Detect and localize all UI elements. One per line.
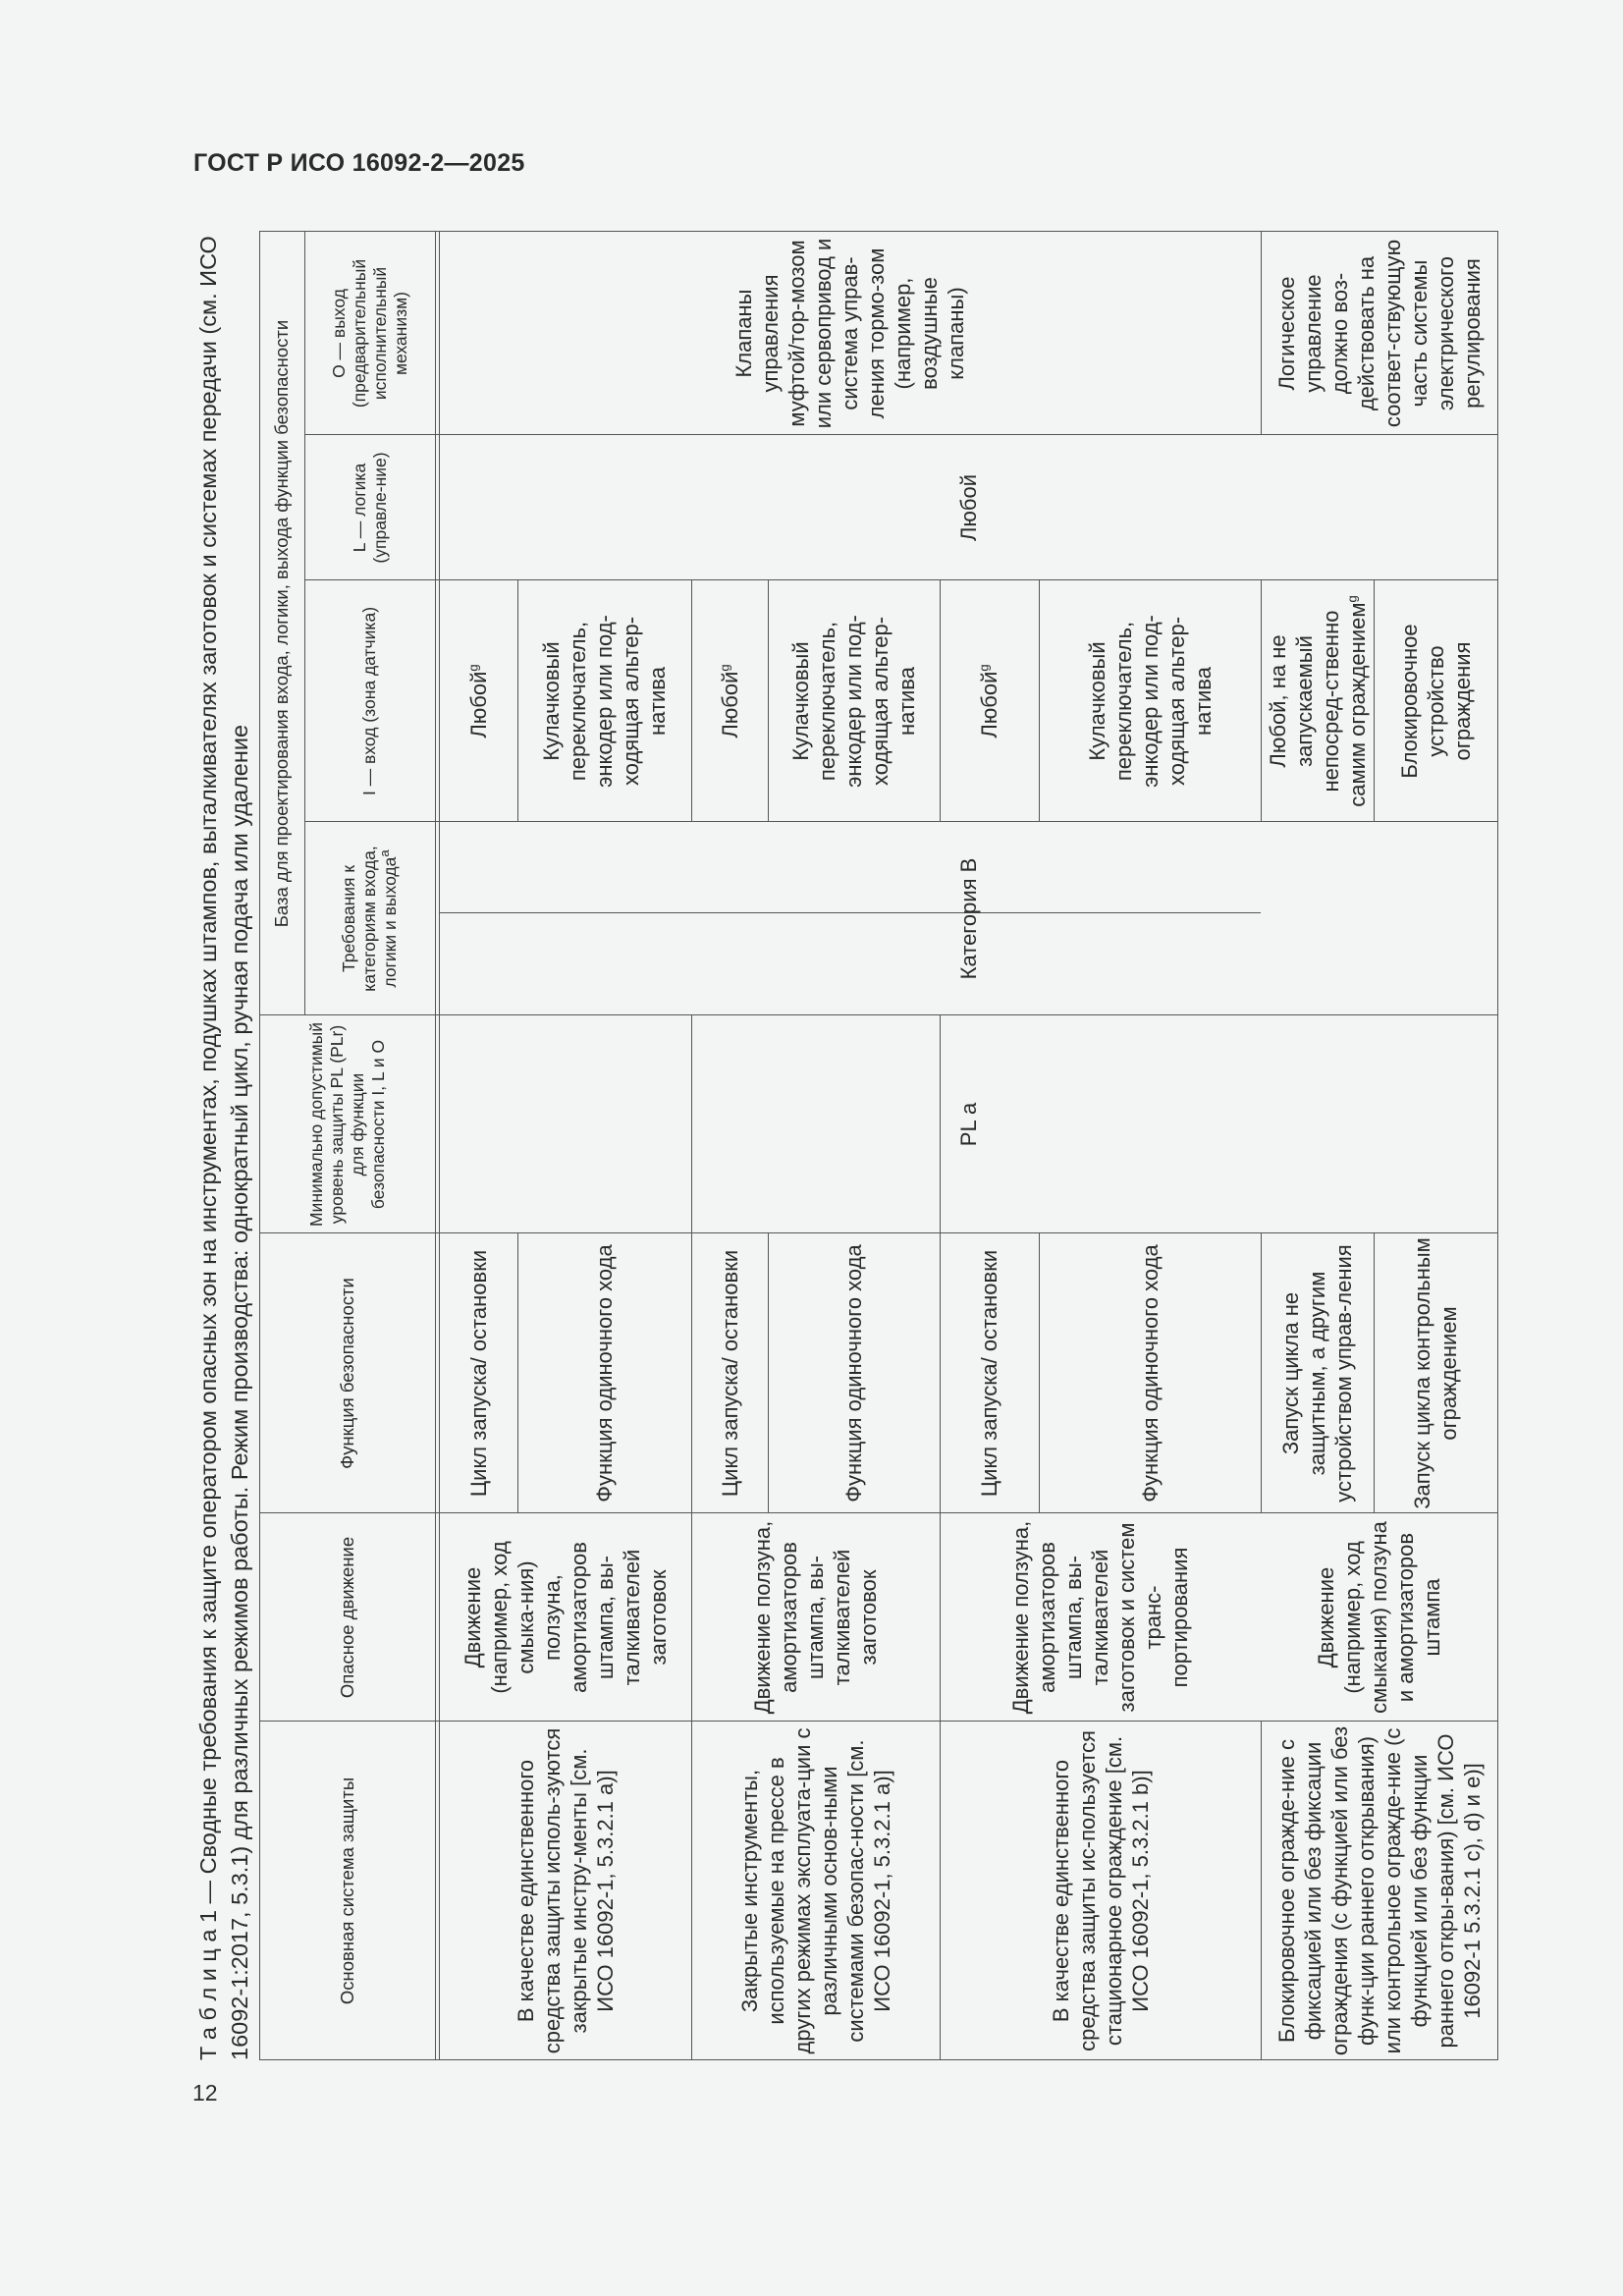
footnote-g: g [465,664,481,672]
row3-safety-function-cycle: Цикл запуска/ остановки [977,1249,1001,1498]
header-input-i: I — вход (зона датчика) [359,606,379,796]
table-border-bottom [1497,231,1498,2060]
row4-safety-function-guard: Запуск цикла контрольным ограждением [1410,1237,1461,1509]
row4-hazardous-motion: Движение (например, ход смыкания) ползуна и амортизаторов штампа [1314,1521,1444,1714]
header-logic-l: L — логика (управле-ние) [349,452,390,564]
header-hazardous-motion: Опасное движение [336,1536,357,1699]
header-category-requirements [304,822,435,1015]
footnote-a: a [377,849,393,857]
output-logic-control: Логическое управление должно воз-действовать на соответ-ствующую часть системы электрического регулирования [1273,239,1485,428]
document-code: ГОСТ Р ИСО 16092-2—2025 [193,149,525,177]
row3-safety-function-single: Функция одиночного хода [1137,1244,1163,1503]
row2-protection-system: Закрытые инструменты, используемые на прессе в других режимах эксплуата-ции с различными основ-ными системами безопас-ности [см. ИСО 16092-1, 5.3.2.1 a)] [736,1727,894,2054]
header-divider [435,231,436,2060]
row4-safety-function-start: Запуск цикла не защитным, а другим устройством управ-ления [1278,1244,1356,1503]
row1-hazardous-motion: Движение (например, ход смыка-ния) ползуна, амортизаторов штампа, вы-талкивателей заготовок [460,1541,671,1694]
footnote-g: g [1344,595,1360,603]
row4-input [1261,580,1374,822]
row1-input-cam: Кулачковый переключатель, энкодер или под-ходящая альтер-натива [539,615,670,788]
row3-input-cam: Кулачковый переключатель, энкодер или под-ходящая альтер-натива [1084,615,1216,788]
footnote-g: g [976,664,992,672]
header-design-basis: База для проектирования входа, логики, выхода функции безопасности [271,319,292,928]
logic-any: Любой [955,473,981,542]
row1-safety-function-cycle: Цикл запуска/ остановки [465,1249,491,1498]
page-number: 12 [192,2080,218,2105]
row1-protection-system: В качестве единственного средства защиты исполь-зуются закрытые инстру-менты [см. ИСО 16092-1, 5.3.2.1 a)] [513,1727,618,2054]
table-caption: Т а б л и ц а 1 — Сводные требования к защите оператором опасных зон на инструментах, подушках штампов, выталкивателях заготовок и системах передачи (см. ИСО 16092-1:2017, 5.3.1) для различных режимов работы. Режим производства: однократный цикл, ручная подача или удаление [195,236,252,2060]
row1-input-text: Любой [465,671,491,738]
header-output-o: O — выход (предварительный исполнительный механизм) [328,258,410,409]
row2-input-cam: Кулачковый переключатель, энкодер или под-ходящая альтер-натива [788,615,919,788]
min-pl-value: PL a [955,1102,981,1147]
row1-input [439,580,517,822]
row3-hazardous-motion: Движение ползуна, амортизаторов штампа, вы-талкивателей заготовок и систем транс-портирования [1008,1520,1192,1715]
row2-input [691,580,768,822]
row3-protection-system: В качестве единственного средства защиты ис-пользуется стационарное ограждение [см. ИСО 16092-1, 5.3.2.1 b)] [1048,1730,1153,2051]
row2-input-text: Любой [717,671,742,738]
row3-input [940,580,1039,822]
row3-input-text: Любой [977,671,1001,738]
footnote-g: g [717,664,732,672]
header-category-text: Требования к категориям входа, логики и выхода [339,846,400,992]
rotated-table-page [192,229,1498,2060]
row4-input-guard: Блокировочное устройство ограждения [1396,624,1475,779]
row1-safety-function-single: Функция одиночного хода [592,1244,617,1503]
header-safety-function: Функция безопасности [336,1278,357,1469]
row2-safety-function-single: Функция одиночного хода [841,1244,866,1503]
header-min-pl: Минимально допустимый уровень защиты PL (PLr) для функции безопасности I, L и O [305,1021,388,1228]
requirements-table [259,229,1498,2060]
output-valves: Клапаны управления муфтой/тор-мозом или сервопривод и система управ-ления тормо-зом (например, воздушные клапаны) [731,238,968,429]
category-requirement: Категория B [955,857,981,980]
row2-hazardous-motion: Движение ползуна, амортизаторов штампа, вы-талкивателей заготовок [750,1520,881,1715]
row2-safety-function-cycle: Цикл запуска/ остановки [717,1249,742,1498]
header-protection-system: Основная система защиты [336,1777,357,2005]
row4-input-text: Любой, на не запускаемый непосред-ственно самим ограждением [1265,602,1370,807]
row4-protection-system: Блокировочное огражде-ние с фиксацией или без фиксации ограждения (с функцией или без функ-ции раннего открывания) или контрольное огражде-ние (с функцией или без функции раннего откры-вания) [см. ИСО 16092-1 5.3.2.1 c), d) и e)] [1273,1725,1485,2056]
